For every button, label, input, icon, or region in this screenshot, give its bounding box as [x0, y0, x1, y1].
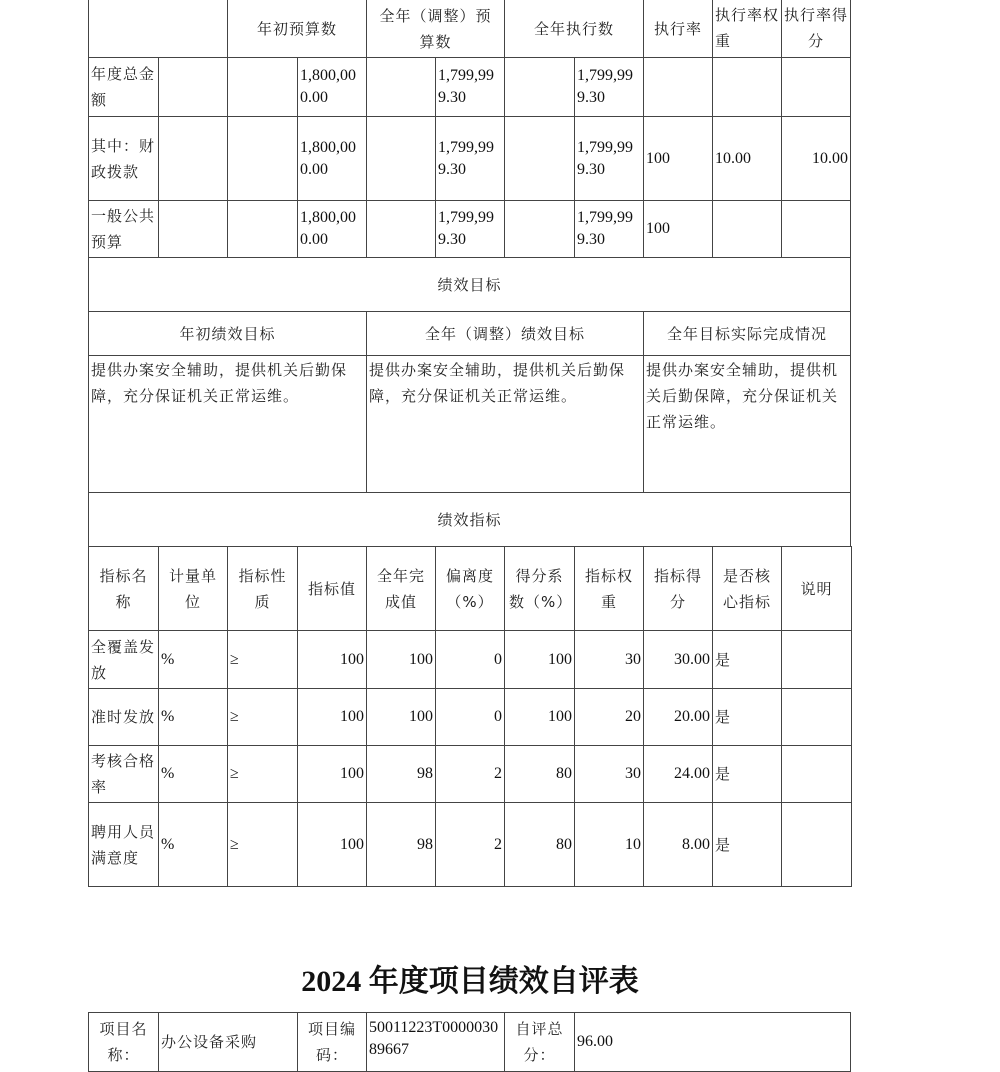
- indicator-coefficient: 100: [504, 688, 575, 746]
- budget-score-value: [781, 200, 851, 258]
- budget-row-blank: [504, 57, 575, 117]
- budget-initial-value: 1,800,000.00: [297, 200, 367, 258]
- indicator-nature: ≥: [227, 630, 298, 689]
- indicator-coefficient: 80: [504, 802, 575, 887]
- budget-initial-value: 1,800,000.00: [297, 116, 367, 201]
- indicator-header-note: 说明: [781, 546, 852, 631]
- budget-row-label: 年度总金额: [88, 57, 159, 117]
- indicator-unit: %: [158, 688, 228, 746]
- indicator-target: 100: [297, 802, 367, 887]
- budget-actual-value: 1,799,999.30: [574, 116, 644, 201]
- indicator-weight: 20: [574, 688, 644, 746]
- goals-section-title: 绩效目标: [88, 257, 851, 312]
- budget-rate-value: [643, 57, 713, 117]
- indicator-score: 30.00: [643, 630, 713, 689]
- budget-actual-value: 1,799,999.30: [574, 57, 644, 117]
- indicator-weight: 30: [574, 630, 644, 689]
- indicator-deviation: 0: [435, 688, 505, 746]
- header-execution-rate-weight: 执行率权重: [712, 0, 782, 58]
- indicator-score: 20.00: [643, 688, 713, 746]
- total-score-label: 自评总分：: [504, 1012, 575, 1072]
- indicator-core: 是: [712, 802, 782, 887]
- indicator-note: [781, 802, 852, 887]
- budget-rate-value: 100: [643, 200, 713, 258]
- budget-row-blank: [158, 200, 228, 258]
- indicator-score: 8.00: [643, 802, 713, 887]
- indicator-name: 聘用人员满意度: [88, 802, 159, 887]
- budget-row-blank: [227, 116, 298, 201]
- budget-row-blank: [366, 57, 436, 117]
- goals-header-adjusted: 全年（调整）绩效目标: [366, 311, 644, 356]
- indicator-header-unit: 计量单位: [158, 546, 228, 631]
- indicator-name: 全覆盖发放: [88, 630, 159, 689]
- indicator-deviation: 2: [435, 745, 505, 803]
- indicator-note: [781, 688, 852, 746]
- goals-header-actual: 全年目标实际完成情况: [643, 311, 851, 356]
- budget-row-blank: [504, 200, 575, 258]
- indicator-unit: %: [158, 802, 228, 887]
- indicator-header-nature: 指标性质: [227, 546, 298, 631]
- header-execution-rate: 执行率: [643, 0, 713, 58]
- budget-adjusted-value: 1,799,999.30: [435, 57, 505, 117]
- project-code-value: 50011223T000003089667: [366, 1012, 505, 1072]
- indicator-unit: %: [158, 745, 228, 803]
- indicator-header-deviation: 偏离度（%）: [435, 546, 505, 631]
- header-adjusted-budget: 全年（调整）预算数: [366, 0, 505, 58]
- budget-rate-value: 100: [643, 116, 713, 201]
- budget-row-label: 其中：财政拨款: [88, 116, 159, 201]
- goals-header-initial: 年初绩效目标: [88, 311, 367, 356]
- budget-weight-value: 10.00: [712, 116, 782, 201]
- indicator-core: 是: [712, 630, 782, 689]
- indicator-actual: 98: [366, 802, 436, 887]
- budget-score-value: 10.00: [781, 116, 851, 201]
- indicators-section-title: 绩效指标: [88, 492, 851, 547]
- indicator-deviation: 2: [435, 802, 505, 887]
- indicator-weight: 30: [574, 745, 644, 803]
- indicator-actual: 98: [366, 745, 436, 803]
- indicator-score: 24.00: [643, 745, 713, 803]
- indicator-header-name: 指标名称: [88, 546, 159, 631]
- budget-row-blank: [504, 116, 575, 201]
- indicator-nature: ≥: [227, 745, 298, 803]
- indicator-core: 是: [712, 688, 782, 746]
- budget-row-blank: [227, 57, 298, 117]
- header-execution-rate-score: 执行率得分: [781, 0, 851, 58]
- indicator-name: 考核合格率: [88, 745, 159, 803]
- goals-adjusted-text: 提供办案安全辅助，提供机关后勤保障，充分保证机关正常运维。: [366, 355, 644, 493]
- indicator-target: 100: [297, 630, 367, 689]
- indicator-header-weight: 指标权重: [574, 546, 644, 631]
- budget-row-blank: [227, 200, 298, 258]
- budget-row-blank: [158, 116, 228, 201]
- indicator-weight: 10: [574, 802, 644, 887]
- indicator-nature: ≥: [227, 688, 298, 746]
- indicator-target: 100: [297, 745, 367, 803]
- header-actual-execution: 全年执行数: [504, 0, 644, 58]
- indicator-unit: %: [158, 630, 228, 689]
- indicator-target: 100: [297, 688, 367, 746]
- project-code-label: 项目编码：: [297, 1012, 367, 1072]
- budget-row-blank: [158, 57, 228, 117]
- budget-row-blank: [366, 200, 436, 258]
- next-form-title: 2024 年度项目绩效自评表: [301, 965, 639, 998]
- indicator-deviation: 0: [435, 630, 505, 689]
- budget-actual-value: 1,799,999.30: [574, 200, 644, 258]
- indicator-coefficient: 100: [504, 630, 575, 689]
- budget-row-label: 一般公共预算: [88, 200, 159, 258]
- goals-actual-text: 提供办案安全辅助，提供机关后勤保障，充分保证机关正常运维。: [643, 355, 851, 493]
- indicator-header-actual: 全年完成值: [366, 546, 436, 631]
- budget-adjusted-value: 1,799,999.30: [435, 116, 505, 201]
- project-name-value: 办公设备采购: [158, 1012, 298, 1072]
- indicator-actual: 100: [366, 630, 436, 689]
- indicator-coefficient: 80: [504, 745, 575, 803]
- header-blank-cell: [88, 0, 228, 58]
- project-name-label: 项目名称：: [88, 1012, 159, 1072]
- indicator-name: 准时发放: [88, 688, 159, 746]
- indicator-header-score: 指标得分: [643, 546, 713, 631]
- indicator-core: 是: [712, 745, 782, 803]
- indicator-note: [781, 745, 852, 803]
- budget-weight-value: [712, 200, 782, 258]
- indicator-nature: ≥: [227, 802, 298, 887]
- total-score-value: 96.00: [574, 1012, 851, 1072]
- indicator-header-coefficient: 得分系数（%）: [504, 546, 575, 631]
- goals-initial-text: 提供办案安全辅助，提供机关后勤保障，充分保证机关正常运维。: [88, 355, 367, 493]
- budget-row-blank: [366, 116, 436, 201]
- indicator-header-target: 指标值: [297, 546, 367, 631]
- indicator-header-core: 是否核心指标: [712, 546, 782, 631]
- indicator-note: [781, 630, 852, 689]
- budget-adjusted-value: 1,799,999.30: [435, 200, 505, 258]
- budget-initial-value: 1,800,000.00: [297, 57, 367, 117]
- budget-weight-value: [712, 57, 782, 117]
- header-initial-budget: 年初预算数: [227, 0, 367, 58]
- indicator-actual: 100: [366, 688, 436, 746]
- budget-score-value: [781, 57, 851, 117]
